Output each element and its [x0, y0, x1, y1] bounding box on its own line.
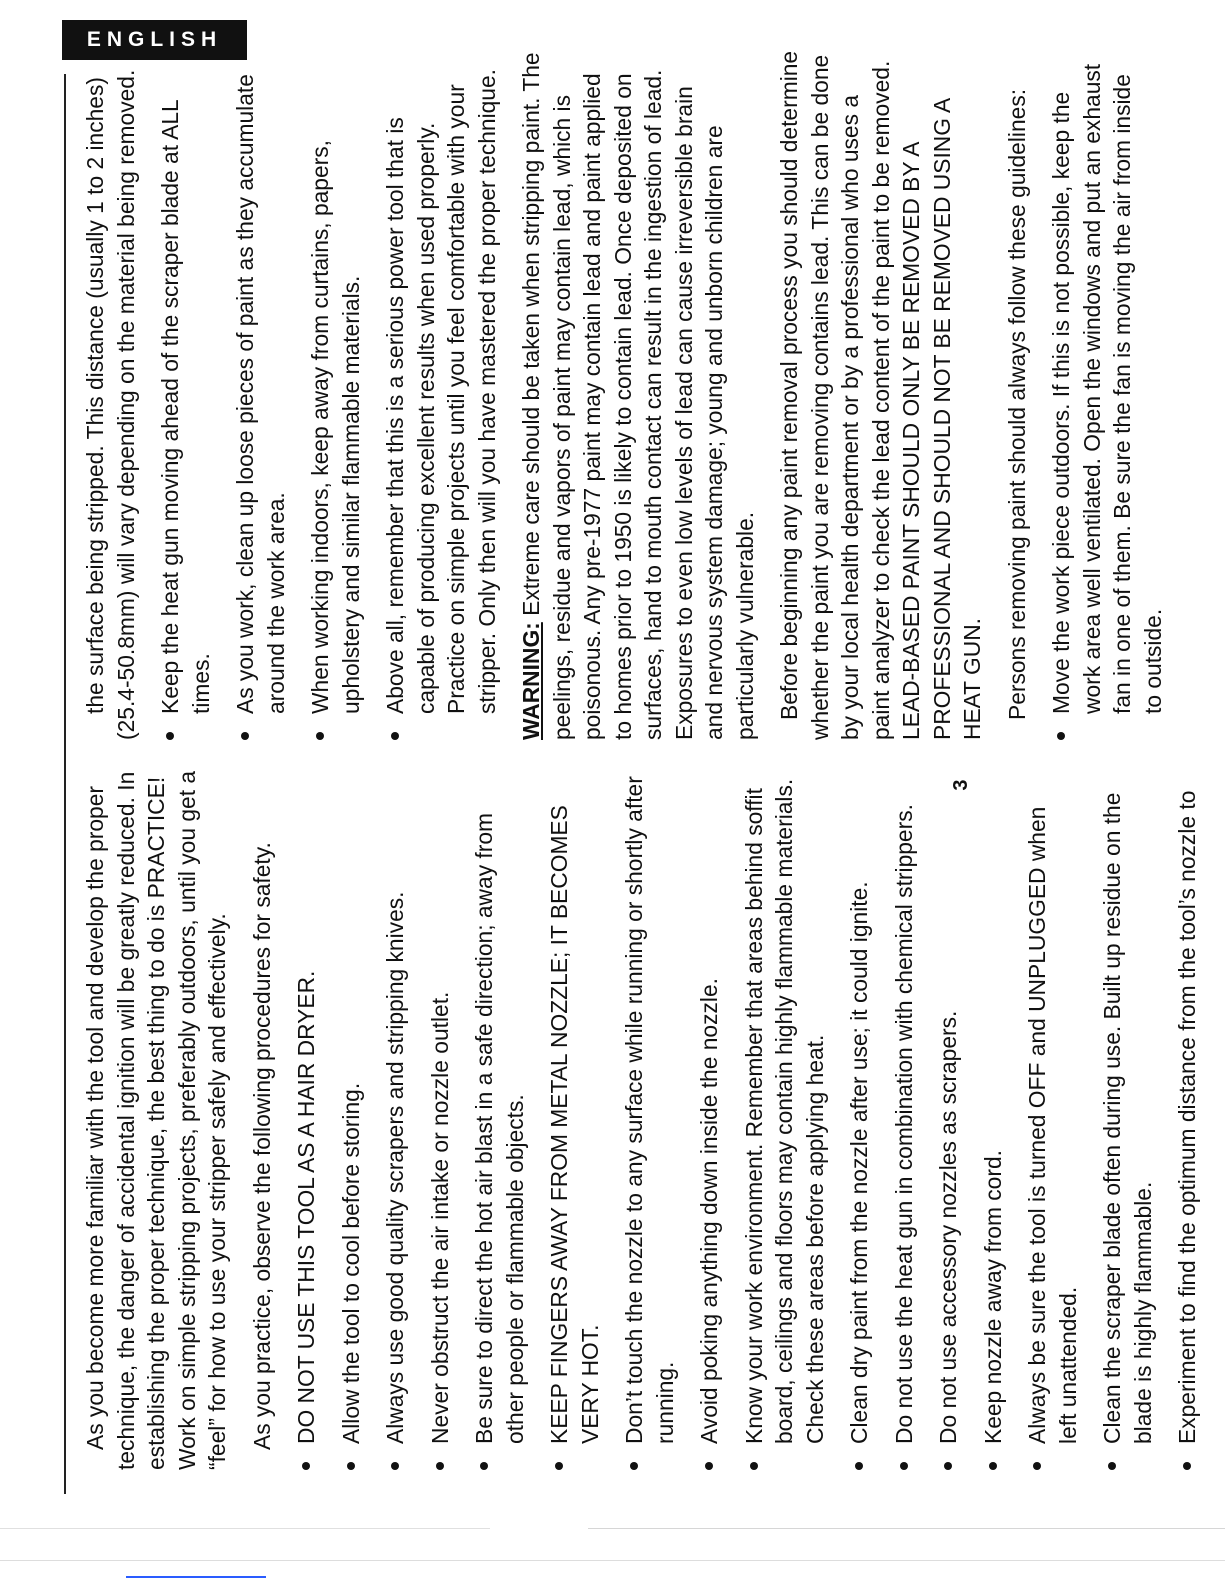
list-item: Know your work environment. Remember that areas behind soffit board, ceilings and floors may contain highly flammable materials. Check these areas before applying heat.: [739, 770, 831, 1470]
list-item: Keep the heat gun moving ahead of the scraper blade at ALL times.: [155, 50, 216, 740]
bullet-icon: [555, 1462, 563, 1470]
list-item: Be sure to direct the hot air blast in a safe direction; away from other people or flammable objects.: [469, 770, 530, 1470]
list-item: KEEP FINGERS AWAY FROM METAL NOZZLE; IT BECOMES VERY HOT.: [544, 770, 605, 1470]
bullet-icon: [989, 1462, 997, 1470]
bullet-icon: [944, 1462, 952, 1470]
left-column: [80, 770, 1217, 1470]
bullet-icon: [750, 1462, 758, 1470]
technique-list: [155, 50, 502, 740]
persons-paragraph: Persons removing paint should always follow these guidelines:: [1003, 88, 1030, 720]
intro-paragraph: As you become more familiar with the tool and develop the proper technique, the danger of accidental ignition will be greatly reduced. In establishing the proper technique, the best thing to do is PRACTICE! Work on simple stripping projects, preferably outdoors, until you get a “feel” for how to use your stripper safely and effectively.: [82, 770, 230, 1470]
list-item: Do not use accessory nozzles as scrapers.: [933, 770, 964, 1470]
list-item: Experiment to find the optimum distance from the tool’s nozzle to: [1172, 770, 1203, 1470]
bullet-icon: [166, 732, 174, 740]
list-item: Above all, remember that this is a serious power tool that is capable of producing excellent results when used properly. Practice on simple projects until you feel comfortable with your stripper. Only then will you have mastered the proper technique.: [380, 50, 502, 740]
list-item: Avoid poking anything down inside the nozzle.: [694, 770, 725, 1470]
bullet-icon: [436, 1462, 444, 1470]
language-tab: ENGLISH: [62, 20, 247, 60]
list-item: DO NOT USE THIS TOOL AS A HAIR DRYER.: [291, 770, 322, 1470]
bullet-icon: [391, 732, 399, 740]
bullet-icon: [855, 1462, 863, 1470]
list-item: Never obstruct the air intake or nozzle outlet.: [425, 770, 456, 1470]
list-item: Move the work piece outdoors. If this is not possible, keep the work area well ventilated. Open the windows and put an exhaust fan in one of them. Be sure the fan is moving the air from inside to outside.: [1046, 50, 1168, 740]
right-column: [80, 50, 1182, 740]
continuation-paragraph: the surface being stripped. This distance (usually 1 to 2 inches) (25.4-50.8mm) will vary depending on the material being removed.: [82, 69, 139, 740]
bullet-icon: [347, 1462, 355, 1470]
bullet-icon: [480, 1462, 488, 1470]
bullet-icon: [391, 1462, 399, 1470]
list-item: Don’t touch the nozzle to any surface while running or shortly after running.: [619, 770, 680, 1470]
warning-paragraph: [516, 50, 760, 740]
page-number: 3: [950, 779, 972, 791]
bullet-icon: [241, 732, 249, 740]
warning-text: Extreme care should be taken when stripping paint. The peelings, residue and vapors of paint may contain lead, which is poisonous. Any pre-1977 paint may contain lead and paint applied to homes prior to 1950 is likely to contain lead. Once deposited on surfaces, hand to mouth contact can result in the ingestion of lead. Exposures to even low levels of lead can cause irreversible brain and nervous system damage; young and unborn children are particularly vulnerable.: [518, 52, 758, 740]
bullet-icon: [1033, 1462, 1041, 1470]
bullet-icon: [1108, 1462, 1116, 1470]
list-item: Allow the tool to cool before storing.: [336, 770, 367, 1470]
list-item: When working indoors, keep away from curtains, papers, upholstery and similar flammable materials.: [305, 50, 366, 740]
warning-label: WARNING:: [518, 622, 544, 740]
list-item: Do not use the heat gun in combination with chemical strippers.: [889, 770, 920, 1470]
bullet-icon: [1183, 1462, 1191, 1470]
bullet-icon: [302, 1462, 310, 1470]
scan-artifact-bar: [126, 1576, 266, 1578]
column-rule: [64, 74, 66, 1494]
safety-list: [291, 770, 1203, 1470]
list-item: As you work, clean up loose pieces of paint as they accumulate around the work area.: [230, 50, 291, 740]
list-item: Always use good quality scrapers and stripping knives.: [380, 770, 411, 1470]
bullet-icon: [630, 1462, 638, 1470]
list-item: Always be sure the tool is turned OFF and UNPLUGGED when left unattended.: [1022, 770, 1083, 1470]
list-item: Clean dry paint from the nozzle after use; it could ignite.: [844, 770, 875, 1470]
bullet-icon: [1057, 732, 1065, 740]
list-item: Clean the scraper blade often during use. Built up residue on the blade is highly flammable.: [1097, 770, 1158, 1470]
scan-artifact-line: [0, 1560, 1225, 1561]
before-paragraph: Before beginning any paint removal process you should determine whether the paint you are removing contains lead. This can be done by your local health department or by a professional who uses a paint analyzer to check the lead content of the paint to be removed. LEAD-BASED PAINT SHOULD ONLY BE REMOVED BY A PROFESSIONAL AND SHOULD NOT BE REMOVED USING A HEAT GUN.: [776, 50, 985, 740]
bullet-icon: [316, 732, 324, 740]
practice-paragraph: As you practice, observe the following procedures for safety.: [248, 842, 275, 1450]
bullet-icon: [705, 1462, 713, 1470]
guidelines-list: [1046, 50, 1168, 740]
scan-artifact-line: [0, 1528, 1225, 1529]
bullet-icon: [900, 1462, 908, 1470]
list-item: Keep nozzle away from cord.: [978, 770, 1009, 1470]
